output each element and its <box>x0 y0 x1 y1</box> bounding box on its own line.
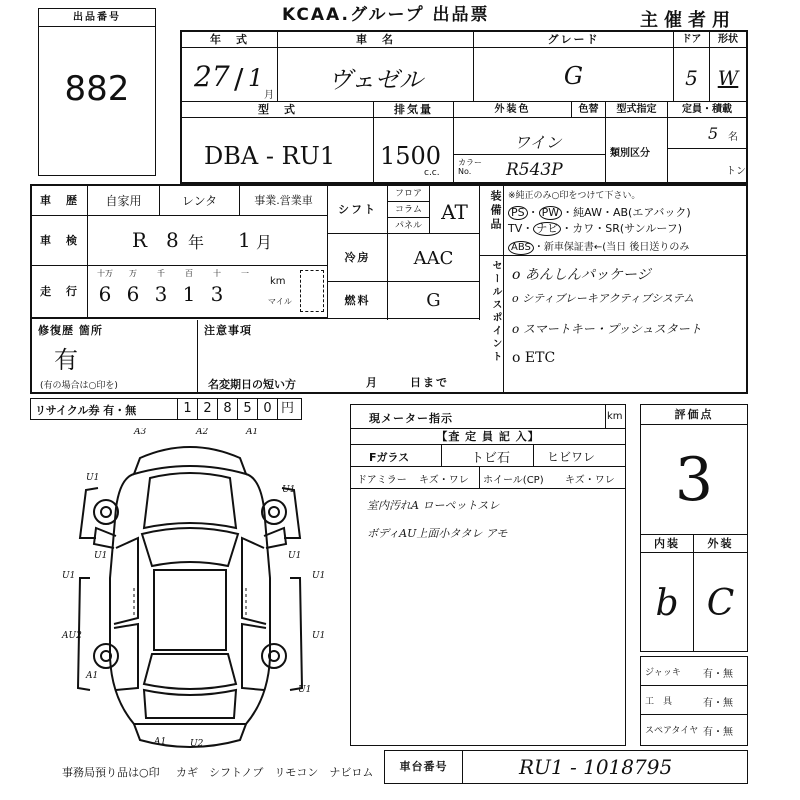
mileage-digit: 1 <box>182 282 196 306</box>
accessory-label: 工 具 <box>645 697 673 707</box>
equipment-pw: PW <box>539 206 563 220</box>
recycle-digit: 1 <box>177 399 197 419</box>
history-label: 車 歴 <box>32 186 88 216</box>
recycle-digit: 8 <box>217 399 237 419</box>
interior-label: 内装 <box>641 535 694 553</box>
equipment-abs: ABS <box>508 241 534 255</box>
color-no-value: R543P <box>506 160 563 180</box>
sales-point-2: o シティブレーキアクティブシステム <box>512 292 695 305</box>
repair-cell <box>32 320 198 392</box>
history-option-3: 事業.営業車 <box>240 186 328 216</box>
history-option-1: 自家用 <box>88 186 160 216</box>
fuel-label: 燃料 <box>328 282 388 320</box>
accessory-row <box>641 657 747 686</box>
inspection-label: 車 検 <box>32 216 88 266</box>
capacity-unit: 名 <box>728 132 738 143</box>
mileage-place-label: 一 <box>241 269 249 278</box>
year-label: 年 式 <box>182 32 278 48</box>
rating-label: 評価点 <box>641 405 747 425</box>
accessory-value: 有・無 <box>703 698 733 709</box>
mirror-label: ドアミラー <box>357 475 407 486</box>
capacity-value: 5 <box>708 124 719 143</box>
mileage-place-label: 万 <box>129 269 137 278</box>
inspection-month: 1 <box>238 228 251 252</box>
inspector-box <box>350 404 626 746</box>
equipment-ab: AB(エアバック) <box>612 206 691 219</box>
equipment-cell: ※純正のみ○印をつけて下さい。 PS ・ PW ・純AW・AB(エアバック) TV・ ナビ ・カワ・SR(サンルーフ) ABS ・新車保証書←(当日 後日送りのみ <box>504 186 746 256</box>
glass-label: Fガラス <box>369 451 410 464</box>
equipment-navi: ナビ <box>533 222 561 236</box>
inspection-era: R <box>132 228 148 252</box>
color-no-label: カラー No. <box>458 158 482 176</box>
accessory-row <box>641 715 747 744</box>
office-label: 事務局預り品は○印 <box>62 766 160 779</box>
damage-mark: U1 <box>94 551 108 561</box>
recycle-digit: 5 <box>237 399 257 419</box>
color-label: 外装色 <box>454 102 572 118</box>
mirror-wheel-row <box>351 467 625 489</box>
color-cell <box>454 118 606 182</box>
history-option-2: レンタ <box>160 186 240 216</box>
doors-label: ドア <box>674 32 710 48</box>
displacement-unit: c.c. <box>424 168 440 178</box>
mileage-cell <box>88 266 328 318</box>
damage-mark: A1 <box>154 737 167 747</box>
designation-label: 型式指定 <box>606 102 668 118</box>
equipment-label: 装備品 <box>480 186 504 256</box>
shift-value: AT <box>430 186 480 234</box>
grade-label: グレード <box>474 32 674 48</box>
mileage-unit: km <box>270 276 286 287</box>
vehicle-table <box>180 30 748 184</box>
aircon-label: 冷房 <box>328 234 388 282</box>
damage-mark: U1 <box>86 473 100 483</box>
capacity-label: 定員・積載 <box>668 102 746 118</box>
meter-unit: km <box>607 411 623 422</box>
damage-mark: A2 <box>196 428 209 437</box>
accessory-value: 有・無 <box>703 727 733 738</box>
mileage-digit: 6 <box>126 282 140 306</box>
damage-mark: U1 <box>312 631 326 641</box>
remark-2: ボディAU上面小タタレ アモ <box>367 527 508 540</box>
mileage-place-label: 千 <box>157 269 165 278</box>
mileage-digit: 6 <box>98 282 112 306</box>
mileage-place-label: 十万 <box>97 269 113 278</box>
meter-label: 現メーター指示 <box>369 412 453 425</box>
inspector-label: 【査 定 員 記 入】 <box>351 429 625 445</box>
color-value: ワイン <box>514 133 562 152</box>
inspection-month-unit: 月 <box>256 233 273 252</box>
rating-score: 3 <box>641 425 747 535</box>
damage-mark: U2 <box>190 739 204 749</box>
mileage-label: 走 行 <box>32 266 88 318</box>
recycle-unit: 円 <box>277 399 297 419</box>
damage-mark: U1 <box>62 571 76 581</box>
chassis-box <box>384 750 748 784</box>
load-unit: トン <box>726 166 746 177</box>
sales-point-3: o スマートキー・プッシュスタート <box>512 322 702 336</box>
shift-option-floor: フロア <box>388 186 429 202</box>
category-cell <box>606 118 668 182</box>
accessory-label: ジャッキ <box>645 668 681 678</box>
mileage-place-label: 十 <box>213 269 221 278</box>
repair-note: (有の場合は○印を) <box>40 381 118 391</box>
shift-option-column: コラム <box>388 202 429 218</box>
color-change-label: 色替 <box>572 102 606 118</box>
name-label: 車 名 <box>278 32 474 48</box>
model-value: DBA - RU1 <box>182 118 374 182</box>
lot-number-box <box>38 8 156 176</box>
car-damage-diagram <box>50 428 330 758</box>
damage-mark: A1 <box>86 671 99 681</box>
doors-value: 5 <box>674 48 710 102</box>
interior-score: b <box>641 553 694 651</box>
form-title: KCAA.グループ 出品票 <box>282 5 490 25</box>
lot-number-label: 出品番号 <box>39 9 155 27</box>
accessory-label: スペアタイヤ <box>645 726 699 736</box>
shift-options <box>388 186 430 234</box>
displacement-label: 排気量 <box>374 102 454 118</box>
accessory-value: 有・無 <box>703 669 733 680</box>
grade-value: G <box>474 48 674 102</box>
inspection-cell <box>88 216 328 266</box>
recycle-label: リサイクル券 有・無 <box>35 404 137 417</box>
lot-number-value: 882 <box>64 69 130 109</box>
damage-mark: U1 <box>312 571 326 581</box>
wheel-label: ホイール(CP) <box>483 475 544 486</box>
damage-mark: U1 <box>282 485 296 495</box>
year-value: 27 <box>194 60 230 93</box>
mileage-mile-label: マイル <box>268 297 292 306</box>
shift-option-panel: パネル <box>394 221 422 231</box>
title-change-day: 日まで <box>410 376 449 389</box>
model-label: 型 式 <box>182 102 374 118</box>
shift-label: シフト <box>328 186 388 234</box>
body-value: W <box>710 48 746 102</box>
mileage-place-label: 百 <box>185 269 193 278</box>
title-change-month: 月 <box>366 376 379 389</box>
equipment-warranty: ・新車保証書←(当日 後日送りのみ <box>533 242 690 253</box>
sales-point-4: o ETC <box>512 350 556 366</box>
mirror-value: キズ・ワレ <box>419 475 469 486</box>
displacement-cell <box>374 118 454 182</box>
sales-points-label: セールスポイント <box>480 256 504 392</box>
month-unit: 月 <box>264 90 274 101</box>
chassis-label: 車台番号 <box>385 751 463 783</box>
equipment-leather: カワ <box>572 222 595 235</box>
notes-label: 注意事項 <box>204 324 252 337</box>
exterior-score: C <box>706 583 735 624</box>
exterior-label: 外装 <box>694 535 747 553</box>
sales-points-list <box>504 256 746 392</box>
mileage-digit: 3 <box>210 282 224 306</box>
sales-point-1: o あんしんパッケージ <box>512 267 651 283</box>
wheel-value: キズ・ワレ <box>565 475 615 486</box>
glass-row <box>351 445 625 467</box>
inspection-year: 8 <box>166 228 179 252</box>
aircon-value: AAC <box>388 234 480 282</box>
remark-1: 室内汚れA ローペットスレ <box>367 499 500 512</box>
month-value: 1 <box>248 64 264 92</box>
accessories-box <box>640 656 748 746</box>
equipment-sr: SR(サンルーフ) <box>605 222 683 235</box>
displacement-value: 1500 <box>380 142 442 170</box>
damage-mark: A3 <box>134 428 147 437</box>
damage-mark: U1 <box>288 551 302 561</box>
capacity-cell <box>668 118 746 182</box>
damage-mark: U1 <box>298 685 312 695</box>
recycle-digit: 0 <box>257 399 277 419</box>
glass-value: トビ石 <box>471 451 511 466</box>
equipment-tv: TV <box>508 222 523 235</box>
glass-crack: ヒビワレ <box>547 450 596 464</box>
category-label: 類別区分 <box>610 148 650 159</box>
equipment-aw: 純AW <box>573 206 602 219</box>
name-value: ヴェゼル <box>278 48 474 102</box>
recycle-digit: 2 <box>197 399 217 419</box>
rating-box <box>640 404 748 652</box>
equipment-ps: PS <box>508 206 528 220</box>
body-label: 形状 <box>710 32 746 48</box>
recycle-box <box>30 398 302 420</box>
damage-mark: AU2 <box>62 631 82 641</box>
title-change-label: 名変期日の短い方 <box>208 378 296 391</box>
year-cell: 27 / 1 月 <box>182 48 278 102</box>
mileage-digit: 3 <box>154 282 168 306</box>
damage-mark: A1 <box>246 428 259 437</box>
organizer-label: 主催者用 <box>640 10 736 31</box>
office-items: カギ シフトノブ リモコン ナビロム <box>176 766 374 779</box>
chassis-value: RU1 - 1018795 <box>519 755 673 779</box>
repair-label: 修復歴 箇所 <box>38 324 103 337</box>
condition-table <box>30 184 748 394</box>
fuel-value: G <box>388 282 480 320</box>
inspection-year-unit: 年 <box>188 233 205 252</box>
notes-cell <box>198 320 480 392</box>
equipment-note: ※純正のみ○印をつけて下さい。 <box>508 191 641 201</box>
meter-row <box>351 405 625 429</box>
accessory-row <box>641 686 747 715</box>
repair-value: 有 <box>54 346 78 374</box>
